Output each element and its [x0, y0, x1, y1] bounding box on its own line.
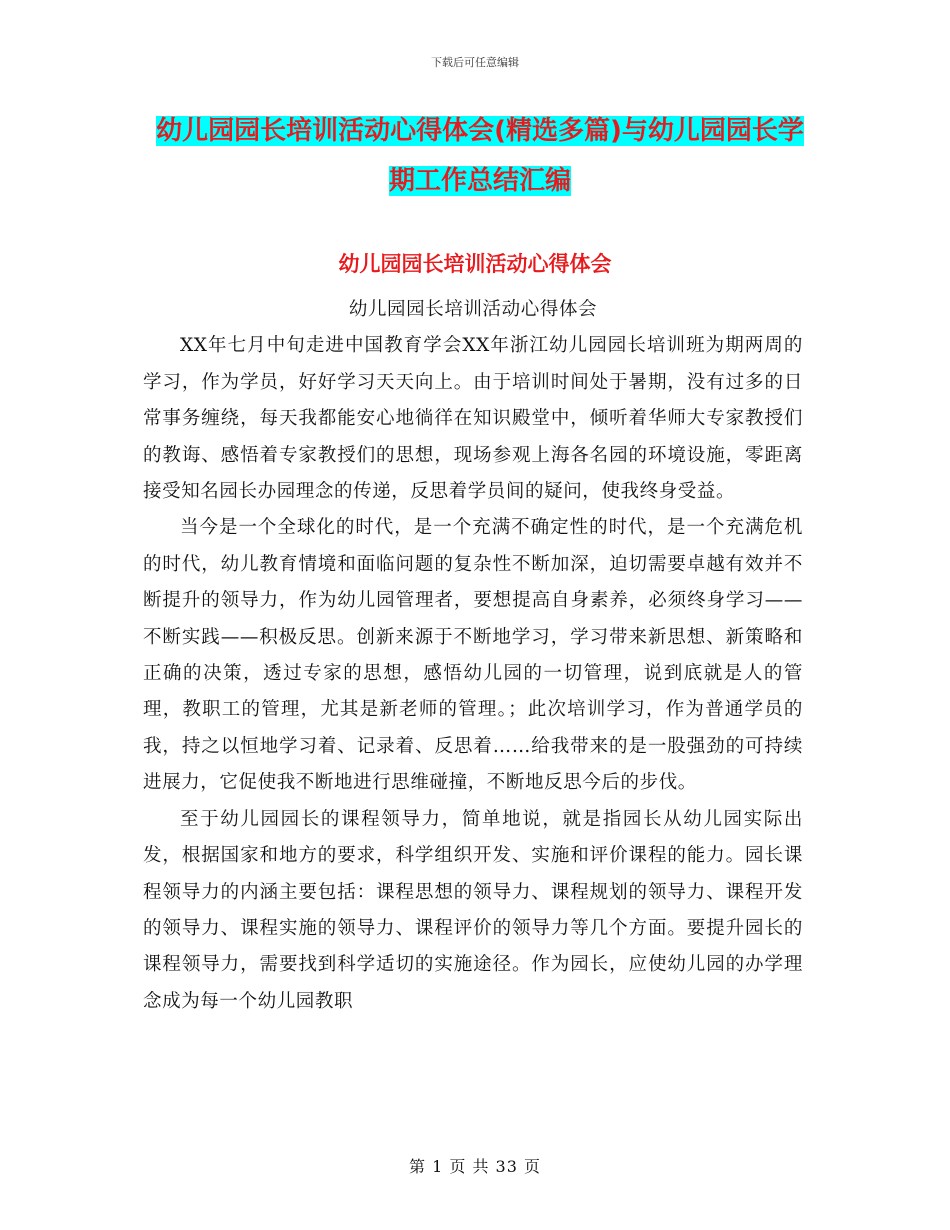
paragraph-3: 至于幼儿园园长的课程领导力，简单地说，就是指园长从幼儿园实际出发，根据国家和地方的要求，科学组织开发、实施和评价课程的能力。园长课程领导力的内涵主要包括：课程思想的领导力、课程规划的领导力、课程开发的领导力、课程实施的领导力、课程评价的领导力等几个方面。要提升园长的课程领导力，需要找到科学适切的实施途径。作为园长，应使幼儿园的办学理念成为每一个幼儿园教职: [143, 808, 803, 1012]
paragraph-1: XX年七月中旬走进中国教育学会XX年浙江幼儿园园长培训班为期两周的学习，作为学员，好好学习天天向上。由于培训时间处于暑期，没有过多的日常事务缠绕，每天我都能安心地徜徉在知识殿堂中，倾听着华师大专家教授们的教诲、感悟着专家教授们的思想，现场参观上海各名园的环境设施，零距离接受知名园长办园理念的传递，反思着学员间的疑问，使我终身受益。: [143, 335, 803, 503]
document-title: [150, 106, 810, 206]
paragraph-2: 当今是一个全球化的时代，是一个充满不确定性的时代，是一个充满危机的时代，幼儿教育情境和面临问题的复杂性不断加深，迫切需要卓越有效并不断提升的领导力，作为幼儿园管理者，要想提高自身素养，必须终身学习——不断实践——积极反思。创新来源于不断地学习，学习带来新思想、新策略和正确的决策，透过专家的思想，感悟幼儿园的一切管理，说到底就是人的管理，教职工的管理，尤其是新老师的管理。；此次培训学习，作为普通学员的我，持之以恒地学习着、记录着、反思着……给我带来的是一股强劲的可持续进展力，它促使我不断地进行思维碰撞，不断地反思今后的步伐。: [143, 517, 803, 794]
subtitle: 幼儿园园长培训活动心得体会: [348, 299, 598, 320]
header-note: 下载后可任意编辑: [431, 56, 519, 69]
section-heading: 幼儿园园长培训活动心得体会: [338, 252, 612, 276]
page-footer: 第 1 页 共 33 页: [409, 1157, 541, 1176]
document-title-text: 幼儿园园长培训活动心得体会(精选多篇)与幼儿园园长学期工作总结汇编: [156, 116, 804, 196]
document-body: [143, 292, 803, 1020]
